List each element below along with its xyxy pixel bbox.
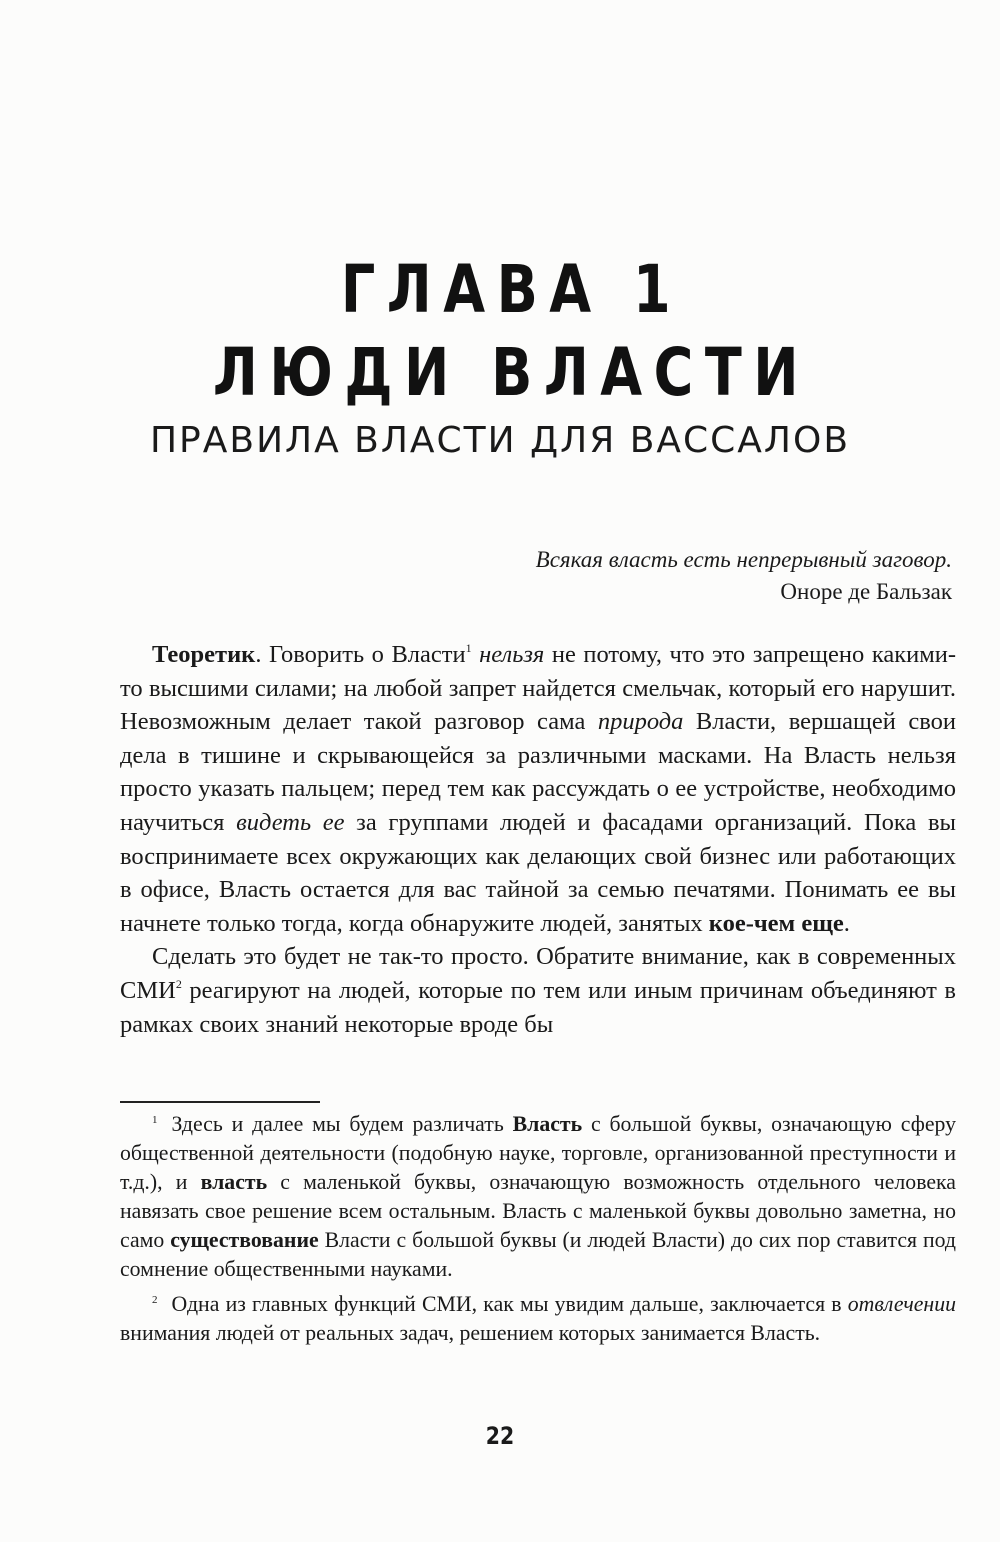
text-run: Сделать это будет не так-то просто. Обратите внимание, как в современных СМИ xyxy=(120,943,956,1004)
footnote-divider xyxy=(120,1101,320,1103)
footnote xyxy=(120,1110,956,1284)
text-run: с маленькой буквы, означающую возможность отдельного человека навязать свое решение всем остальным. Власть с маленькой буквы довольно заметна, но само xyxy=(120,1170,956,1252)
epigraph-author: Оноре де Бальзак xyxy=(780,579,952,604)
emphasis: нельзя xyxy=(479,641,545,668)
emphasis: видеть ее xyxy=(236,808,345,836)
text-run: Здесь и далее мы будем различать xyxy=(171,1112,513,1136)
text-run: за группами людей и фасадами организаций. Пока вы воспринимаете всех окружающих как делающих свой бизнес или работающих в офисе, Власть остается для вас тайной за семью печатями. Понимать ее вы начнете только тогда, когда обнаружите людей, занятых xyxy=(120,808,956,937)
footnote-ref: 1 xyxy=(465,641,472,655)
chapter-number: ГЛАВА 1 xyxy=(340,251,683,328)
emphasis: природа xyxy=(597,708,684,736)
footnote xyxy=(120,1290,956,1348)
footnote-ref: 2 xyxy=(175,976,182,991)
text-run: Одна из главных функций СМИ, как мы увидим дальше, заключается в xyxy=(171,1292,848,1316)
text-run: внимания людей от реальных задач, решением которых занимается Власть. xyxy=(120,1321,821,1345)
text-run: Власти с большой буквы (и людей Власти) до сих пор ставится под сомнение общественными науками. xyxy=(120,1228,956,1281)
speaker-label: Теоретик xyxy=(152,641,256,668)
strong-text: власть xyxy=(200,1170,268,1194)
chapter-subtitle: ПРАВИЛА ВЛАСТИ ДЛЯ ВАССАЛОВ xyxy=(149,420,851,461)
strong-text: кое-чем еще xyxy=(708,909,844,937)
footnote-mark: 1 xyxy=(152,1114,158,1126)
epigraph-quote: Всякая власть есть непрерывный заговор. xyxy=(535,547,952,572)
body-text xyxy=(120,638,956,1041)
paragraph xyxy=(120,638,956,940)
text-run: реагируют на людей, которые по тем или иным причинам объединяют в рамках своих знаний некоторые вроде бы xyxy=(120,976,956,1038)
chapter-title: ЛЮДИ ВЛАСТИ xyxy=(212,334,811,411)
strong-text: существование xyxy=(170,1228,319,1252)
footnote-mark: 2 xyxy=(152,1294,158,1306)
epigraph xyxy=(536,544,952,608)
text-run: Власти, вершащей свои дела в тишине и скрывающейся за различными масками. На Власть нельзя просто указать пальцем; перед тем как рассуждать о ее устройстве, необходимо научиться xyxy=(120,708,956,836)
strong-text: Власть xyxy=(512,1112,583,1136)
text-run xyxy=(472,641,480,668)
text-run: . Говорить о Власти xyxy=(255,641,466,668)
text-run: с большой буквы, означающую сферу общественной деятельности (подобную науке, торговле, организованной преступности и т.д.), и xyxy=(120,1112,957,1194)
text-run: не потому, что это запрещено какими-то высшими силами; на любой запрет найдется смельчак, который его нарушит. Невозможным делает такой разговор сама xyxy=(120,641,957,736)
emphasis: отвлечении xyxy=(847,1292,956,1316)
page-number: 22 xyxy=(485,1422,515,1450)
footnotes xyxy=(120,1110,956,1348)
text-run: . xyxy=(843,909,850,937)
paragraph xyxy=(120,940,956,1041)
